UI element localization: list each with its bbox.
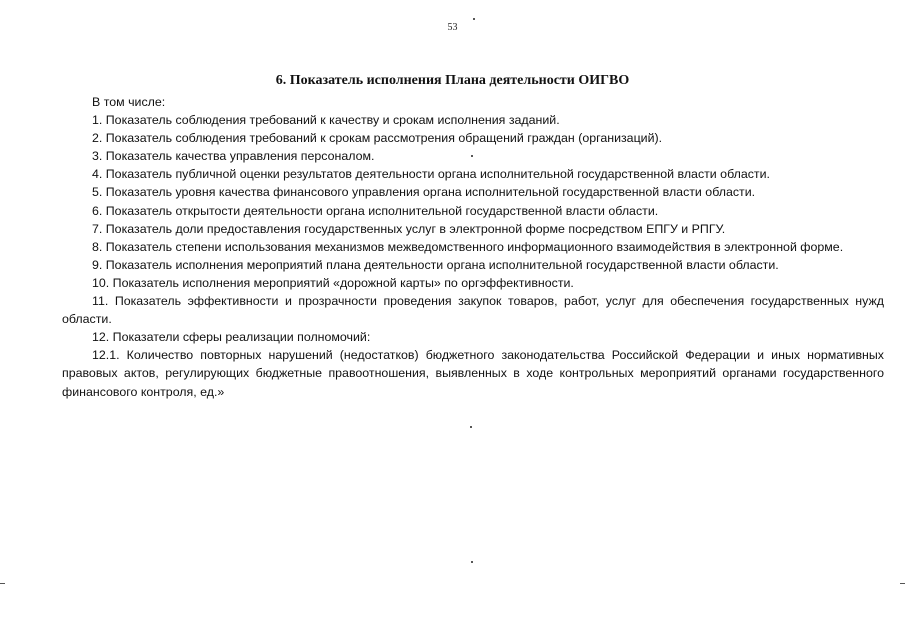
- list-item: 9. Показатель исполнения мероприятий плана деятельности органа исполнительной государственной власти области.: [92, 257, 779, 272]
- intro-paragraph: В том числе:: [92, 95, 166, 109]
- list-item: 7. Показатель доли предоставления государственных услуг в электронной форме посредством ЕПГУ и РПГУ.: [92, 221, 726, 236]
- list-item: 10. Показатель исполнения мероприятий «дорожной карты» по оргэффективности.: [92, 275, 574, 290]
- list-item: 8. Показатель степени использования механизмов межведомственного информационного взаимодействия в электронной форме.: [92, 239, 844, 254]
- scan-speck: [471, 155, 473, 157]
- section-body: [62, 93, 884, 401]
- list-item: 12. Показатели сферы реализации полномочий:: [92, 330, 371, 345]
- scan-edge-mark: [0, 583, 5, 584]
- section-title: 6. Показатель исполнения Плана деятельности ОИГВО: [275, 73, 630, 88]
- scan-edge-mark: [900, 583, 905, 584]
- list-item: 4. Показатель публичной оценки результатов деятельности органа исполнительной государственной власти области.: [92, 167, 770, 182]
- list-item: 2. Показатель соблюдения требований к срокам рассмотрения обращений граждан (организаций).: [92, 131, 663, 146]
- scan-speck: [471, 561, 473, 563]
- list-item: 3. Показатель качества управления персоналом.: [92, 149, 375, 164]
- list-item: 1. Показатель соблюдения требований к качеству и срокам исполнения заданий.: [92, 113, 560, 128]
- list-item: 11. Показатель эффективности и прозрачности проведения закупок товаров, работ, услуг для обеспечения государственных нужд области.: [62, 294, 884, 327]
- scan-speck: [473, 18, 475, 20]
- list-item: 6. Показатель открытости деятельности органа исполнительной государственной власти области.: [92, 203, 659, 218]
- list-item: 12.1. Количество повторных нарушений (недостатков) бюджетного законодательства Российской Федерации и иных нормативных правовых актов, регулирующих бюджетные правоотношения, выявленных в ходе контрольных мероприятий органами государственного финансового контроля, ед.»: [62, 348, 884, 399]
- page-number: 53: [447, 22, 458, 33]
- scan-speck: [470, 426, 472, 428]
- list-item: 5. Показатель уровня качества финансового управления органа исполнительной государственной власти области.: [92, 185, 756, 200]
